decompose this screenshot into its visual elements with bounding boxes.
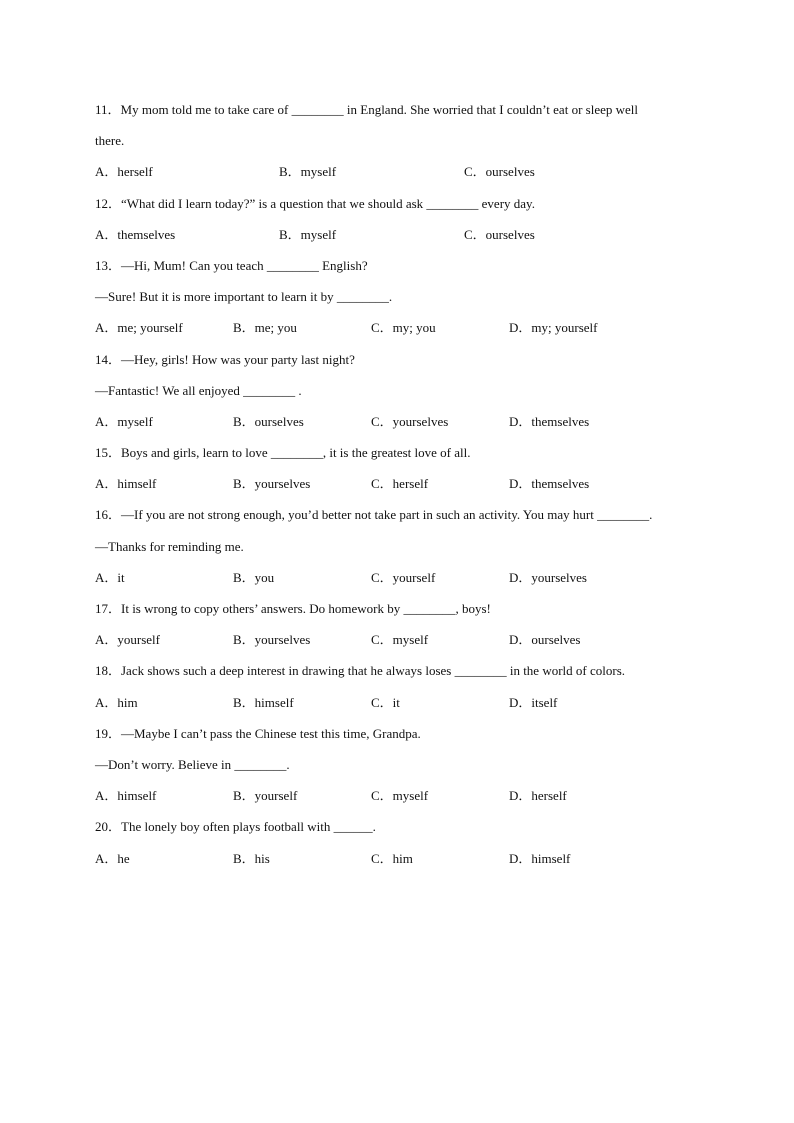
question-text: 12．“What did I learn today?” is a question that we should ask ________ every day.: [95, 195, 535, 211]
option-c: C．myself: [371, 632, 429, 648]
option-c: C．herself: [371, 476, 429, 492]
question-20: [95, 815, 715, 877]
option-b: B．yourselves: [233, 632, 311, 648]
question-text: 14．—Hey, girls! How was your party last night?: [95, 351, 355, 367]
option-b: B．himself: [233, 694, 294, 710]
question-text: 16．—If you are not strong enough, you’d better not take part in such an activity. You may hurt ________.: [95, 507, 653, 523]
option-b: B．me; you: [233, 320, 297, 336]
option-b: B．myself: [279, 226, 337, 242]
option-a: A．him: [95, 694, 138, 710]
option-c: C．yourself: [371, 569, 436, 585]
question-17: [95, 597, 715, 659]
option-b: B．ourselves: [233, 413, 304, 429]
answer-options: [95, 566, 715, 597]
option-a: A．myself: [95, 413, 153, 429]
option-d: D．my; yourself: [509, 320, 598, 336]
option-c: C．my; you: [371, 320, 436, 336]
question-11: [95, 98, 715, 192]
answer-options: [95, 691, 715, 722]
option-b: B．yourselves: [233, 476, 311, 492]
option-a: A．me; yourself: [95, 320, 183, 336]
option-d: D．themselves: [509, 413, 590, 429]
option-d: D．herself: [509, 788, 567, 804]
question-reply: —Don’t worry. Believe in ________.: [95, 756, 290, 772]
option-a: A．he: [95, 850, 130, 866]
question-16: [95, 503, 715, 597]
question-18: [95, 659, 715, 721]
option-d: D．itself: [509, 694, 558, 710]
answer-options: [95, 316, 715, 347]
option-c: C．it: [371, 694, 400, 710]
question-text: 18．Jack shows such a deep interest in drawing that he always loses ________ in the world of colors.: [95, 663, 626, 679]
option-a: A．yourself: [95, 632, 160, 648]
option-a: A．themselves: [95, 226, 176, 242]
question-12: [95, 192, 715, 254]
option-d: D．ourselves: [509, 632, 581, 648]
answer-options: [95, 160, 715, 191]
option-d: D．yourselves: [509, 569, 587, 585]
answer-options: [95, 784, 715, 815]
question-text: 13．—Hi, Mum! Can you teach ________ English?: [95, 257, 368, 273]
option-a: A．herself: [95, 164, 153, 180]
option-d: D．themselves: [509, 476, 590, 492]
option-a: A．himself: [95, 476, 157, 492]
question-14: [95, 348, 715, 442]
option-c: C．ourselves: [464, 164, 535, 180]
question-19: [95, 722, 715, 816]
question-reply: —Sure! But it is more important to learn it by ________.: [95, 289, 393, 305]
question-text: 17．It is wrong to copy others’ answers. Do homework by ________, boys!: [95, 601, 491, 616]
option-a: A．himself: [95, 788, 157, 804]
option-c: C．him: [371, 850, 413, 866]
question-reply: —Thanks for reminding me.: [95, 538, 244, 554]
option-b: B．yourself: [233, 788, 298, 804]
answer-options: [95, 628, 715, 659]
option-c: C．ourselves: [464, 226, 535, 242]
option-a: A．it: [95, 569, 125, 585]
answer-options: [95, 223, 715, 254]
option-d: D．himself: [509, 850, 571, 866]
question-13: [95, 254, 715, 348]
answer-options: [95, 847, 715, 878]
question-text-continued: there.: [95, 133, 125, 149]
option-b: B．myself: [279, 164, 337, 180]
option-c: C．yourselves: [371, 413, 449, 429]
question-text: 11．My mom told me to take care of ________ in England. She worried that I couldn’t eat or sleep well: [95, 102, 638, 117]
answer-options: [95, 410, 715, 441]
question-list: [95, 98, 715, 878]
option-b: B．his: [233, 850, 270, 866]
question-text: 19．—Maybe I can’t pass the Chinese test this time, Grandpa.: [95, 725, 421, 741]
question-text: 15．Boys and girls, learn to love ________, it is the greatest love of all.: [95, 445, 471, 461]
question-text: 20．The lonely boy often plays football with ______.: [95, 819, 376, 835]
question-reply: —Fantastic! We all enjoyed ________ .: [95, 382, 302, 398]
option-c: C．myself: [371, 788, 429, 804]
answer-options: [95, 472, 715, 503]
option-b: B．you: [233, 569, 275, 585]
question-15: [95, 441, 715, 503]
